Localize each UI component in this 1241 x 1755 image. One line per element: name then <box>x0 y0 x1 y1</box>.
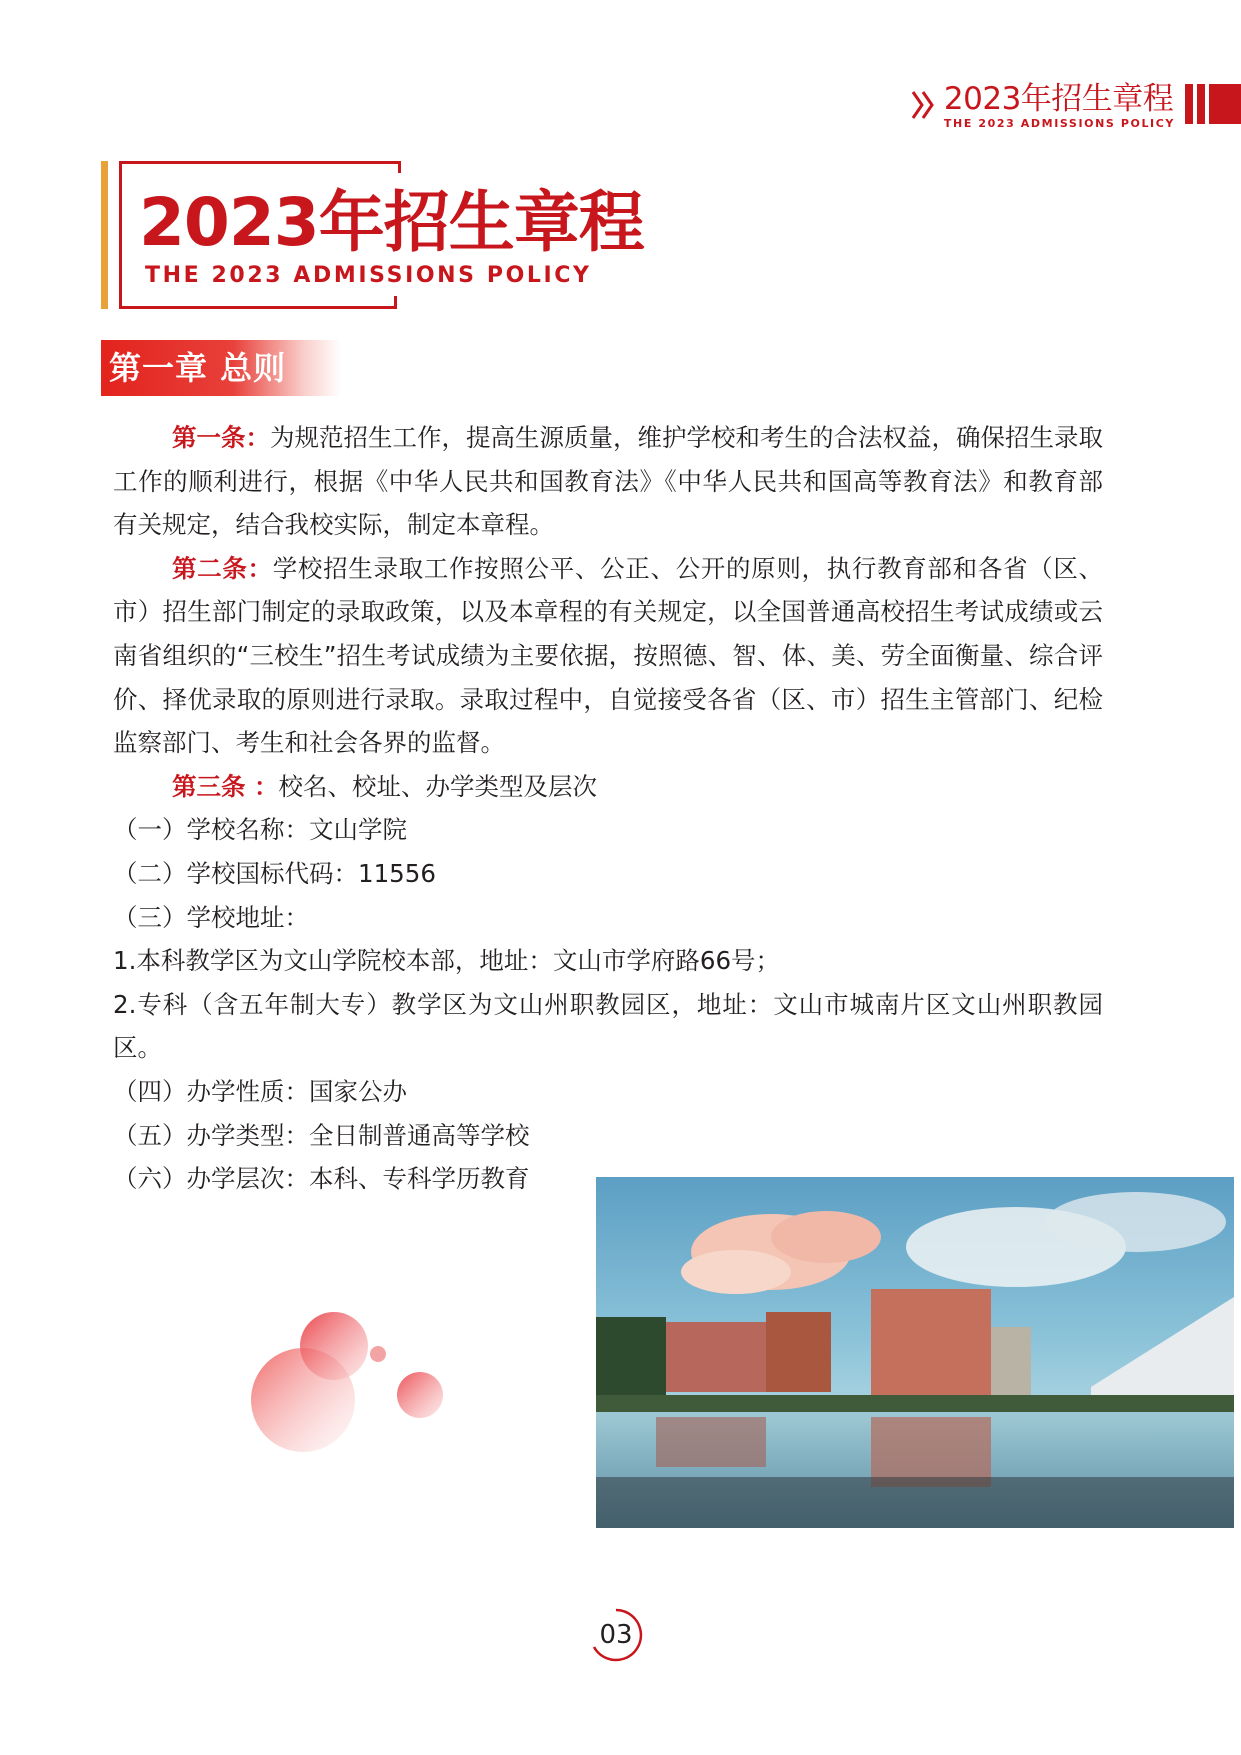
page-title: 2023年招生章程 <box>139 184 644 261</box>
list-item: （二）学校国标代码：11556 <box>113 858 436 888</box>
campus-photo <box>596 1177 1234 1528</box>
article-1 <box>113 416 1103 547</box>
title-accent-bar <box>101 161 108 309</box>
article-2 <box>113 547 1103 765</box>
list-item: 1.本科教学区为文山学院校本部，地址：文山市学府路66号； <box>113 946 781 976</box>
running-header-subtitle: THE 2023 ADMISSIONS POLICY <box>943 117 1175 130</box>
title-frame-top <box>119 161 401 164</box>
list-item: （一）学校名称：文山学院 <box>113 815 407 845</box>
list-item: （三）学校地址： <box>113 902 309 932</box>
page-subtitle: THE 2023 ADMISSIONS POLICY <box>145 263 592 288</box>
running-header-text <box>944 82 1175 130</box>
list-item: 2.专科（含五年制大专）教学区为文山州职教园区，地址：文山市城南片区文山州职教园区。 <box>113 989 1103 1063</box>
article-text: 为规范招生工作，提高生源质量，维护学校和考生的合法权益，确保招生录取工作的顺利进行，根据《中华人民共和国教育法》《中华人民共和国高等教育法》和教育部有关规定，结合我校实际，制定本章程。 <box>113 423 1103 540</box>
article-text: 校名、校址、办学类型及层次 <box>278 771 598 801</box>
body-text <box>113 416 1103 1201</box>
title-block <box>101 161 644 311</box>
header-bar <box>1185 84 1193 124</box>
article-text: 学校招生录取工作按照公平、公正、公开的原则，执行教育部和各省（区、市）招生部门制定的录取政策，以及本章程的有关规定，以全国普通高校招生考试成绩或云南省组织的“三校生”招生考试成绩为主要依据，按照德、智、体、美、劳全面衡量、综合评价、择优录取的原则进行录取。录取过程中，自觉接受各省（区、市）招生主管部门、纪检监察部门、考生和社会各界的监督。 <box>113 553 1104 758</box>
running-header <box>910 82 1241 128</box>
chapter-heading: 第一章 总则 <box>109 349 287 387</box>
double-chevron-icon <box>910 82 938 128</box>
list-item: （四）办学性质：国家公办 <box>113 1076 407 1106</box>
header-bar <box>1209 84 1241 124</box>
article-label: 第一条： <box>172 423 270 452</box>
running-header-title: 2023年招生章程 <box>943 81 1174 117</box>
title-frame-bottom <box>119 306 397 309</box>
running-header-bars <box>1185 84 1241 124</box>
page-number-text: 03 <box>599 1620 633 1650</box>
page-number <box>588 1607 644 1663</box>
header-bar <box>1197 84 1205 124</box>
article-3 <box>113 765 1103 809</box>
decorative-circles <box>240 1310 460 1470</box>
article-label: 第二条： <box>172 553 273 583</box>
article-label: 第三条 ： <box>172 771 279 801</box>
title-frame-tick <box>394 296 397 309</box>
chapter-banner <box>101 340 341 396</box>
list-item: （五）办学类型：全日制普通高等学校 <box>113 1120 530 1150</box>
title-frame-tick <box>398 161 401 173</box>
list-item: （六）办学层次：本科、专科学历教育 <box>113 1164 530 1194</box>
